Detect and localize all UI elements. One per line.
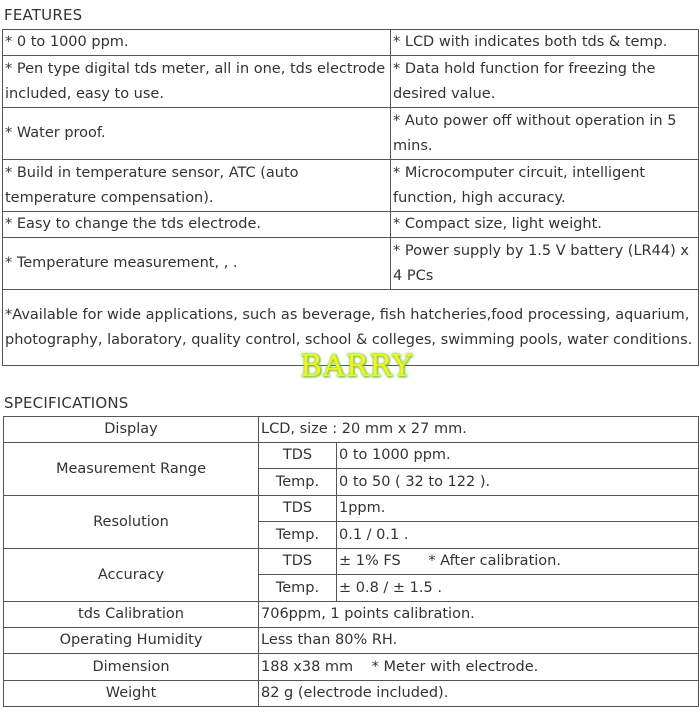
feature-cell: * Power supply by 1.5 V battery (LR44) x 4 PCs (391, 238, 699, 290)
spec-sub-label: Temp. (259, 522, 337, 549)
barry-watermark: BARRY (300, 349, 413, 384)
feature-cell: * Microcomputer circuit, intelligent function, high accuracy. (391, 160, 699, 212)
spec-label: Measurement Range (4, 443, 259, 496)
table-row (4, 496, 699, 522)
feature-cell: * Build in temperature sensor, ATC (auto temperature compensation). (3, 160, 391, 212)
spec-sub-label: TDS (259, 496, 337, 522)
table-row (4, 628, 699, 654)
table-row (3, 30, 699, 56)
spec-label: Display (4, 417, 259, 443)
spec-label: Weight (4, 681, 259, 707)
table-row (3, 160, 699, 212)
feature-cell: * Water proof. (3, 108, 391, 160)
table-row (4, 443, 699, 469)
table-row (3, 56, 699, 108)
specifications-table (3, 416, 699, 707)
feature-cell: * Compact size, light weight. (391, 212, 699, 238)
table-row (4, 602, 699, 628)
spec-value: 0 to 50 ( 32 to 122 ). (337, 469, 699, 496)
spec-label: Dimension (4, 654, 259, 681)
specifications-heading: SPECIFICATIONS (4, 394, 129, 412)
table-row (4, 549, 699, 575)
features-table (2, 29, 699, 366)
spec-label: Accuracy (4, 549, 259, 602)
spec-label: Resolution (4, 496, 259, 549)
feature-cell: * LCD with indicates both tds & temp. (391, 30, 699, 56)
feature-cell: * Data hold function for freezing the desired value. (391, 56, 699, 108)
table-row (4, 681, 699, 707)
spec-value: 188 x38 mm * Meter with electrode. (259, 654, 699, 681)
spec-value: Less than 80% RH. (259, 628, 699, 654)
spec-value: 0.1 / 0.1 . (337, 522, 699, 549)
spec-value: 0 to 1000 ppm. (337, 443, 699, 469)
spec-value: 1ppm. (337, 496, 699, 522)
spec-label: Operating Humidity (4, 628, 259, 654)
table-row (4, 417, 699, 443)
feature-cell: * Auto power off without operation in 5 mins. (391, 108, 699, 160)
spec-label: tds Calibration (4, 602, 259, 628)
spec-value: 82 g (electrode included). (259, 681, 699, 707)
feature-wide-cell: *Available for wide applications, such as beverage, fish hatcheries,food processing, aquarium, photography, laboratory, quality control, school & colleges, swimming pools, water conditions. (3, 290, 699, 366)
table-row (4, 654, 699, 681)
features-heading: FEATURES (4, 6, 83, 24)
spec-sub-label: Temp. (259, 469, 337, 496)
spec-sub-label: TDS (259, 549, 337, 575)
spec-value: LCD, size : 20 mm x 27 mm. (259, 417, 699, 443)
table-row (3, 108, 699, 160)
spec-sub-label: TDS (259, 443, 337, 469)
spec-value: ± 0.8 / ± 1.5 . (337, 575, 699, 602)
spec-sub-label: Temp. (259, 575, 337, 602)
feature-cell: * Temperature measurement, , . (3, 238, 391, 290)
feature-cell: * Pen type digital tds meter, all in one, tds electrode included, easy to use. (3, 56, 391, 108)
feature-cell: * 0 to 1000 ppm. (3, 30, 391, 56)
spec-value: ± 1% FS * After calibration. (337, 549, 699, 575)
table-row (3, 238, 699, 290)
table-row (3, 212, 699, 238)
spec-value: 706ppm, 1 points calibration. (259, 602, 699, 628)
feature-cell: * Easy to change the tds electrode. (3, 212, 391, 238)
